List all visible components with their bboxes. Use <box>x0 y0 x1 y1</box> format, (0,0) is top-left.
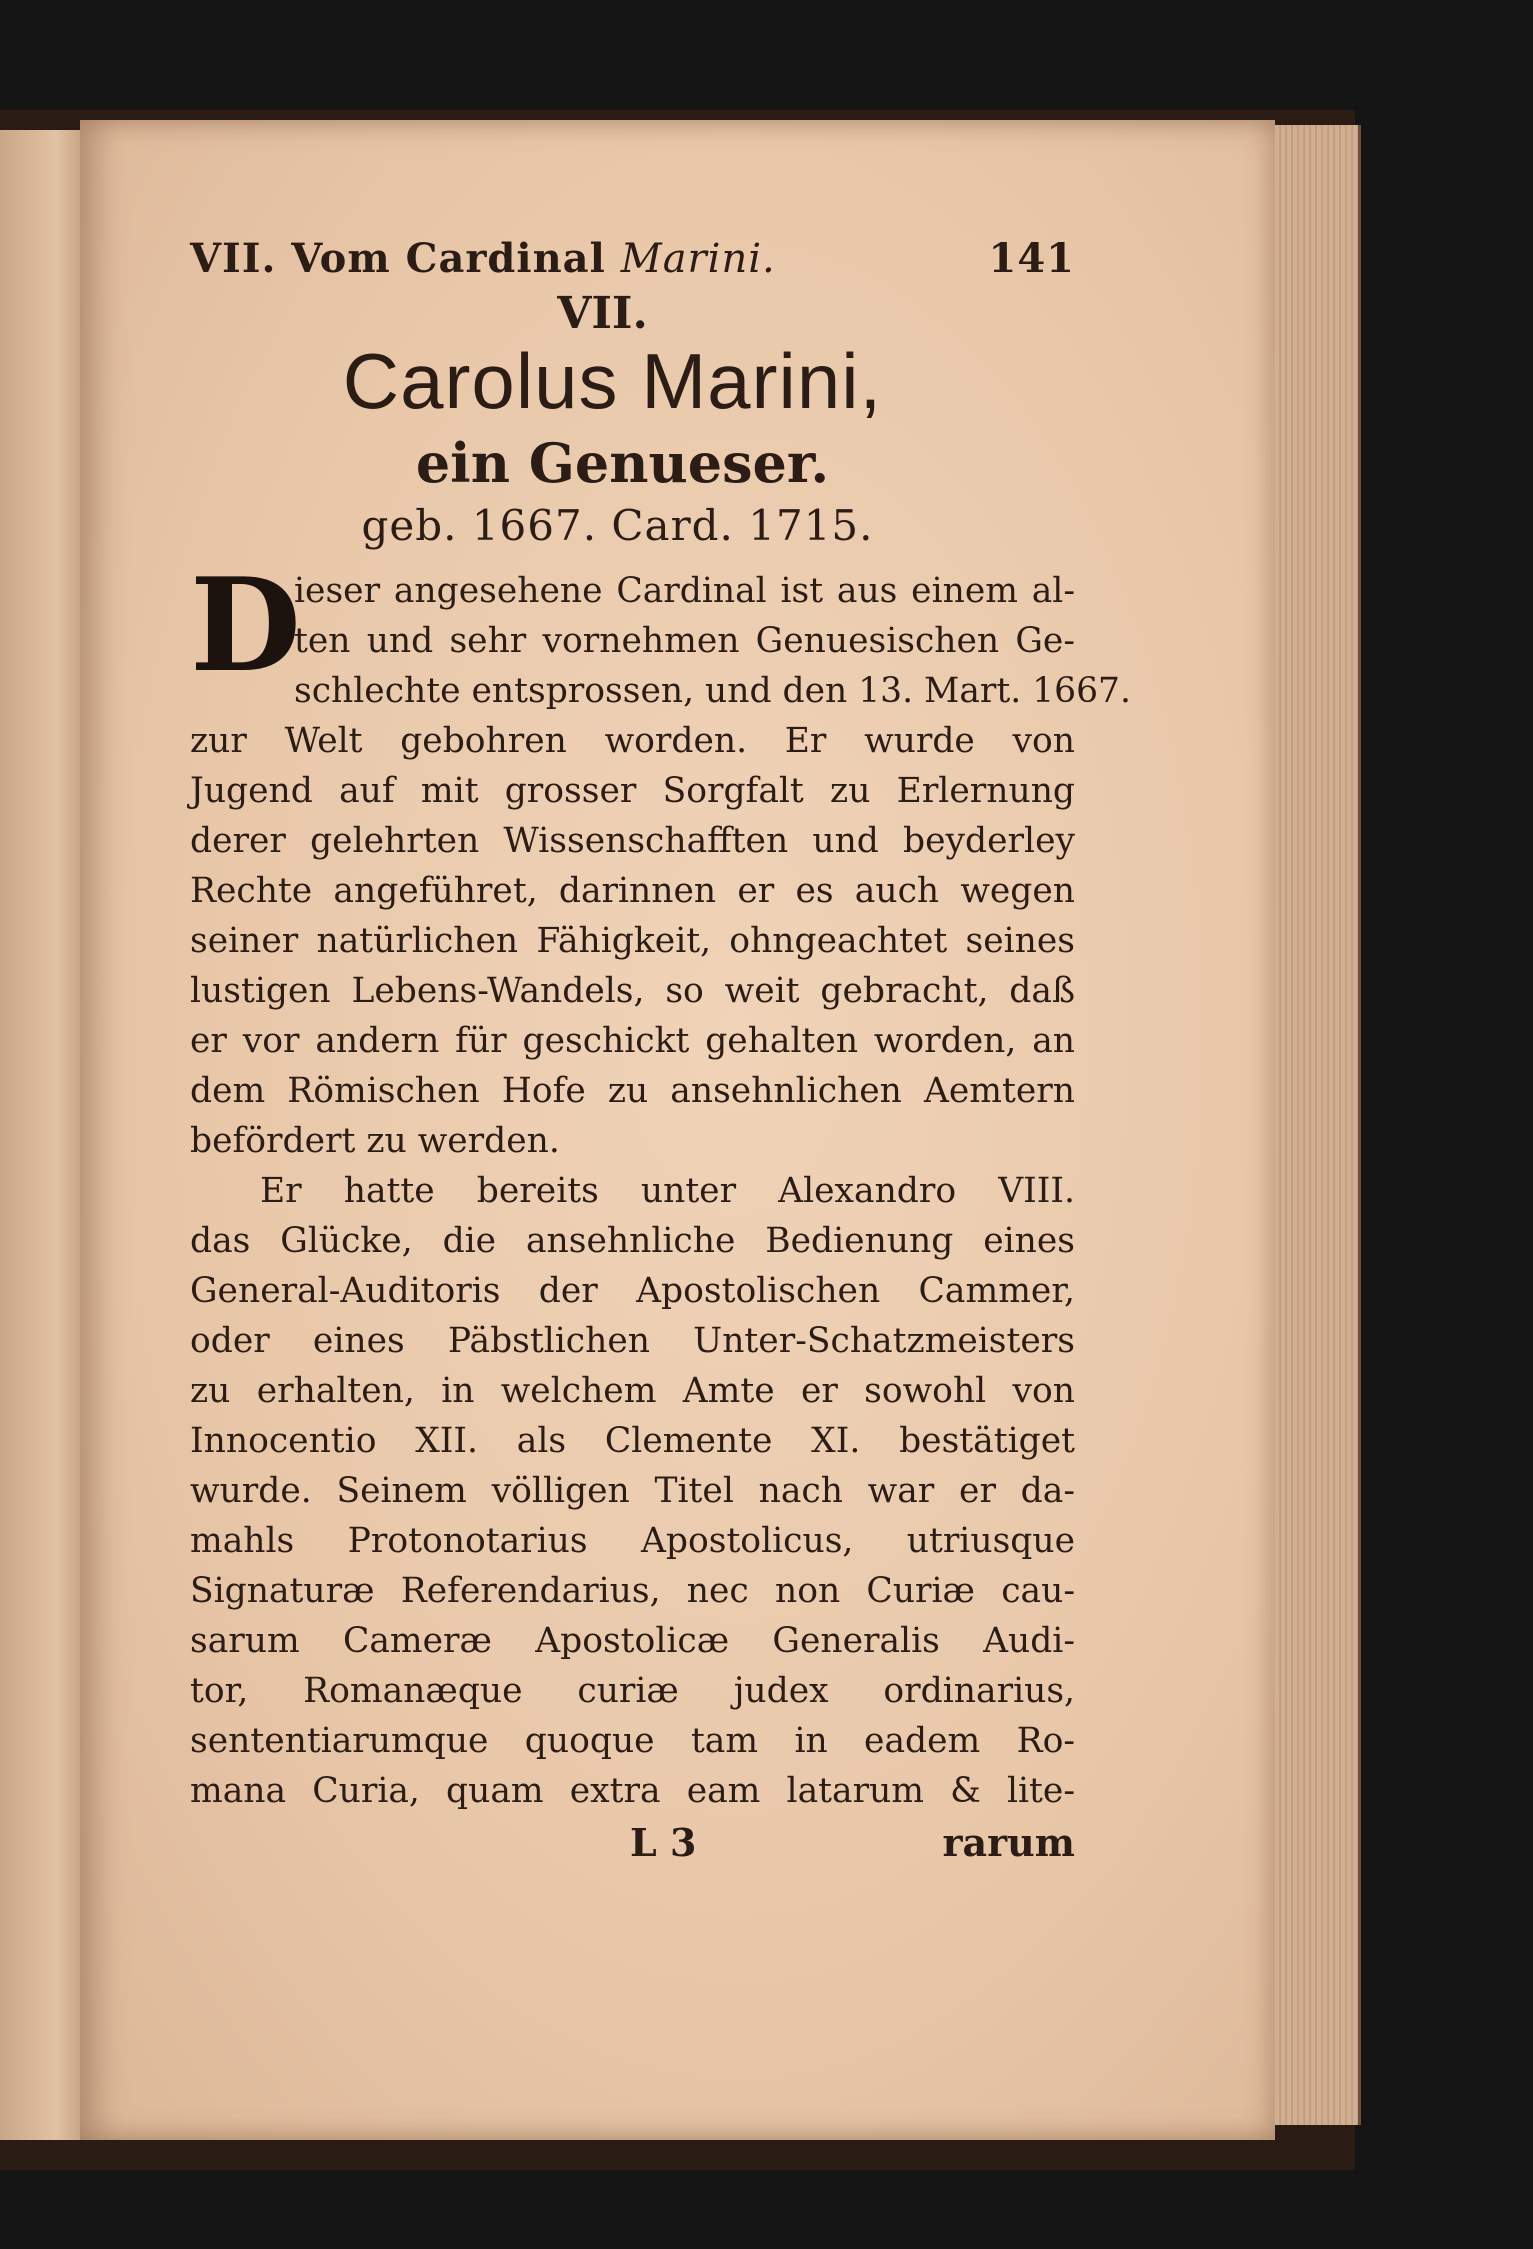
text-line: seiner natürlichen Fähigkeit, ohngeachtet seines <box>190 920 1075 961</box>
running-head-left: VII. Vom Cardinal <box>190 235 606 282</box>
paragraph-2 <box>190 1166 1075 1816</box>
chapter-subtitle: ein Genueser. <box>415 430 830 495</box>
text-line: sarum Cameræ Apostolicæ Generalis Audi- <box>190 1620 1075 1661</box>
text-line: Signaturæ Referendarius, nec non Curiæ cau- <box>190 1570 1075 1611</box>
text-line: sententiarumque quoque tam in eadem Ro- <box>190 1720 1075 1761</box>
running-head-title <box>190 235 776 282</box>
catchword: rarum <box>942 1819 1075 1865</box>
text-line: lustigen Lebens-Wandels, so weit gebracht, daß <box>190 970 1075 1011</box>
text-line: dem Römischen Hofe zu ansehnlichen Aemtern <box>190 1070 1075 1111</box>
text-line: wurde. Seinem völligen Titel nach war er da- <box>190 1470 1075 1511</box>
drop-cap: D <box>190 550 301 701</box>
running-head-italic: Marini. <box>620 236 776 282</box>
text-line: oder eines Päbstlichen Unter-Schatzmeisters <box>190 1320 1075 1361</box>
text-line: derer gelehrten Wissenschafften und beyderley <box>190 820 1075 861</box>
text-line: schlechte entsprossen, und den 13. Mart. 1667. <box>294 670 1131 711</box>
page-number: 141 <box>988 235 1075 282</box>
signature-mark: L 3 <box>630 1819 697 1865</box>
paragraph-1 <box>190 550 1131 1166</box>
page-edges <box>1270 125 1361 2125</box>
text-line: Er hatte bereits unter Alexandro VIII. <box>260 1170 1075 1211</box>
text-line: befördert zu werden. <box>190 1120 560 1161</box>
text-line: Rechte angeführet, darinnen er es auch wegen <box>190 870 1075 911</box>
text-line: mahls Protonotarius Apostolicus, utriusque <box>190 1520 1075 1561</box>
text-line: Innocentio XII. als Clemente XI. bestätiget <box>190 1420 1075 1461</box>
page-content <box>190 235 1131 1865</box>
text-line: zu erhalten, in welchem Amte er sowohl von <box>190 1370 1075 1411</box>
text-line: das Glücke, die ansehnliche Bedienung eines <box>190 1220 1075 1261</box>
text-line: ieser angesehene Cardinal ist aus einem al- <box>294 570 1075 611</box>
chapter-number: VII. <box>557 288 648 339</box>
birth-cardinal-dates: geb. 1667. Card. 1715. <box>361 500 874 550</box>
chapter-title: Carolus Marini, <box>342 337 883 425</box>
left-page-edge <box>0 130 82 2140</box>
text-line: General-Auditoris der Apostolischen Cammer, <box>190 1270 1075 1311</box>
text-line: zur Welt gebohren worden. Er wurde von <box>190 720 1075 761</box>
text-line: er vor andern für geschickt gehalten worden, an <box>190 1020 1075 1061</box>
text-line: Jugend auf mit grosser Sorgfalt zu Erlernung <box>190 770 1075 811</box>
page-footer <box>190 1820 1075 1865</box>
text-line: mana Curia, quam extra eam latarum & lite- <box>190 1770 1075 1811</box>
text-line: ten und sehr vornehmen Genuesischen Ge- <box>294 620 1075 661</box>
running-head <box>190 235 1075 282</box>
text-line: tor, Romanæque curiæ judex ordinarius, <box>190 1670 1075 1711</box>
